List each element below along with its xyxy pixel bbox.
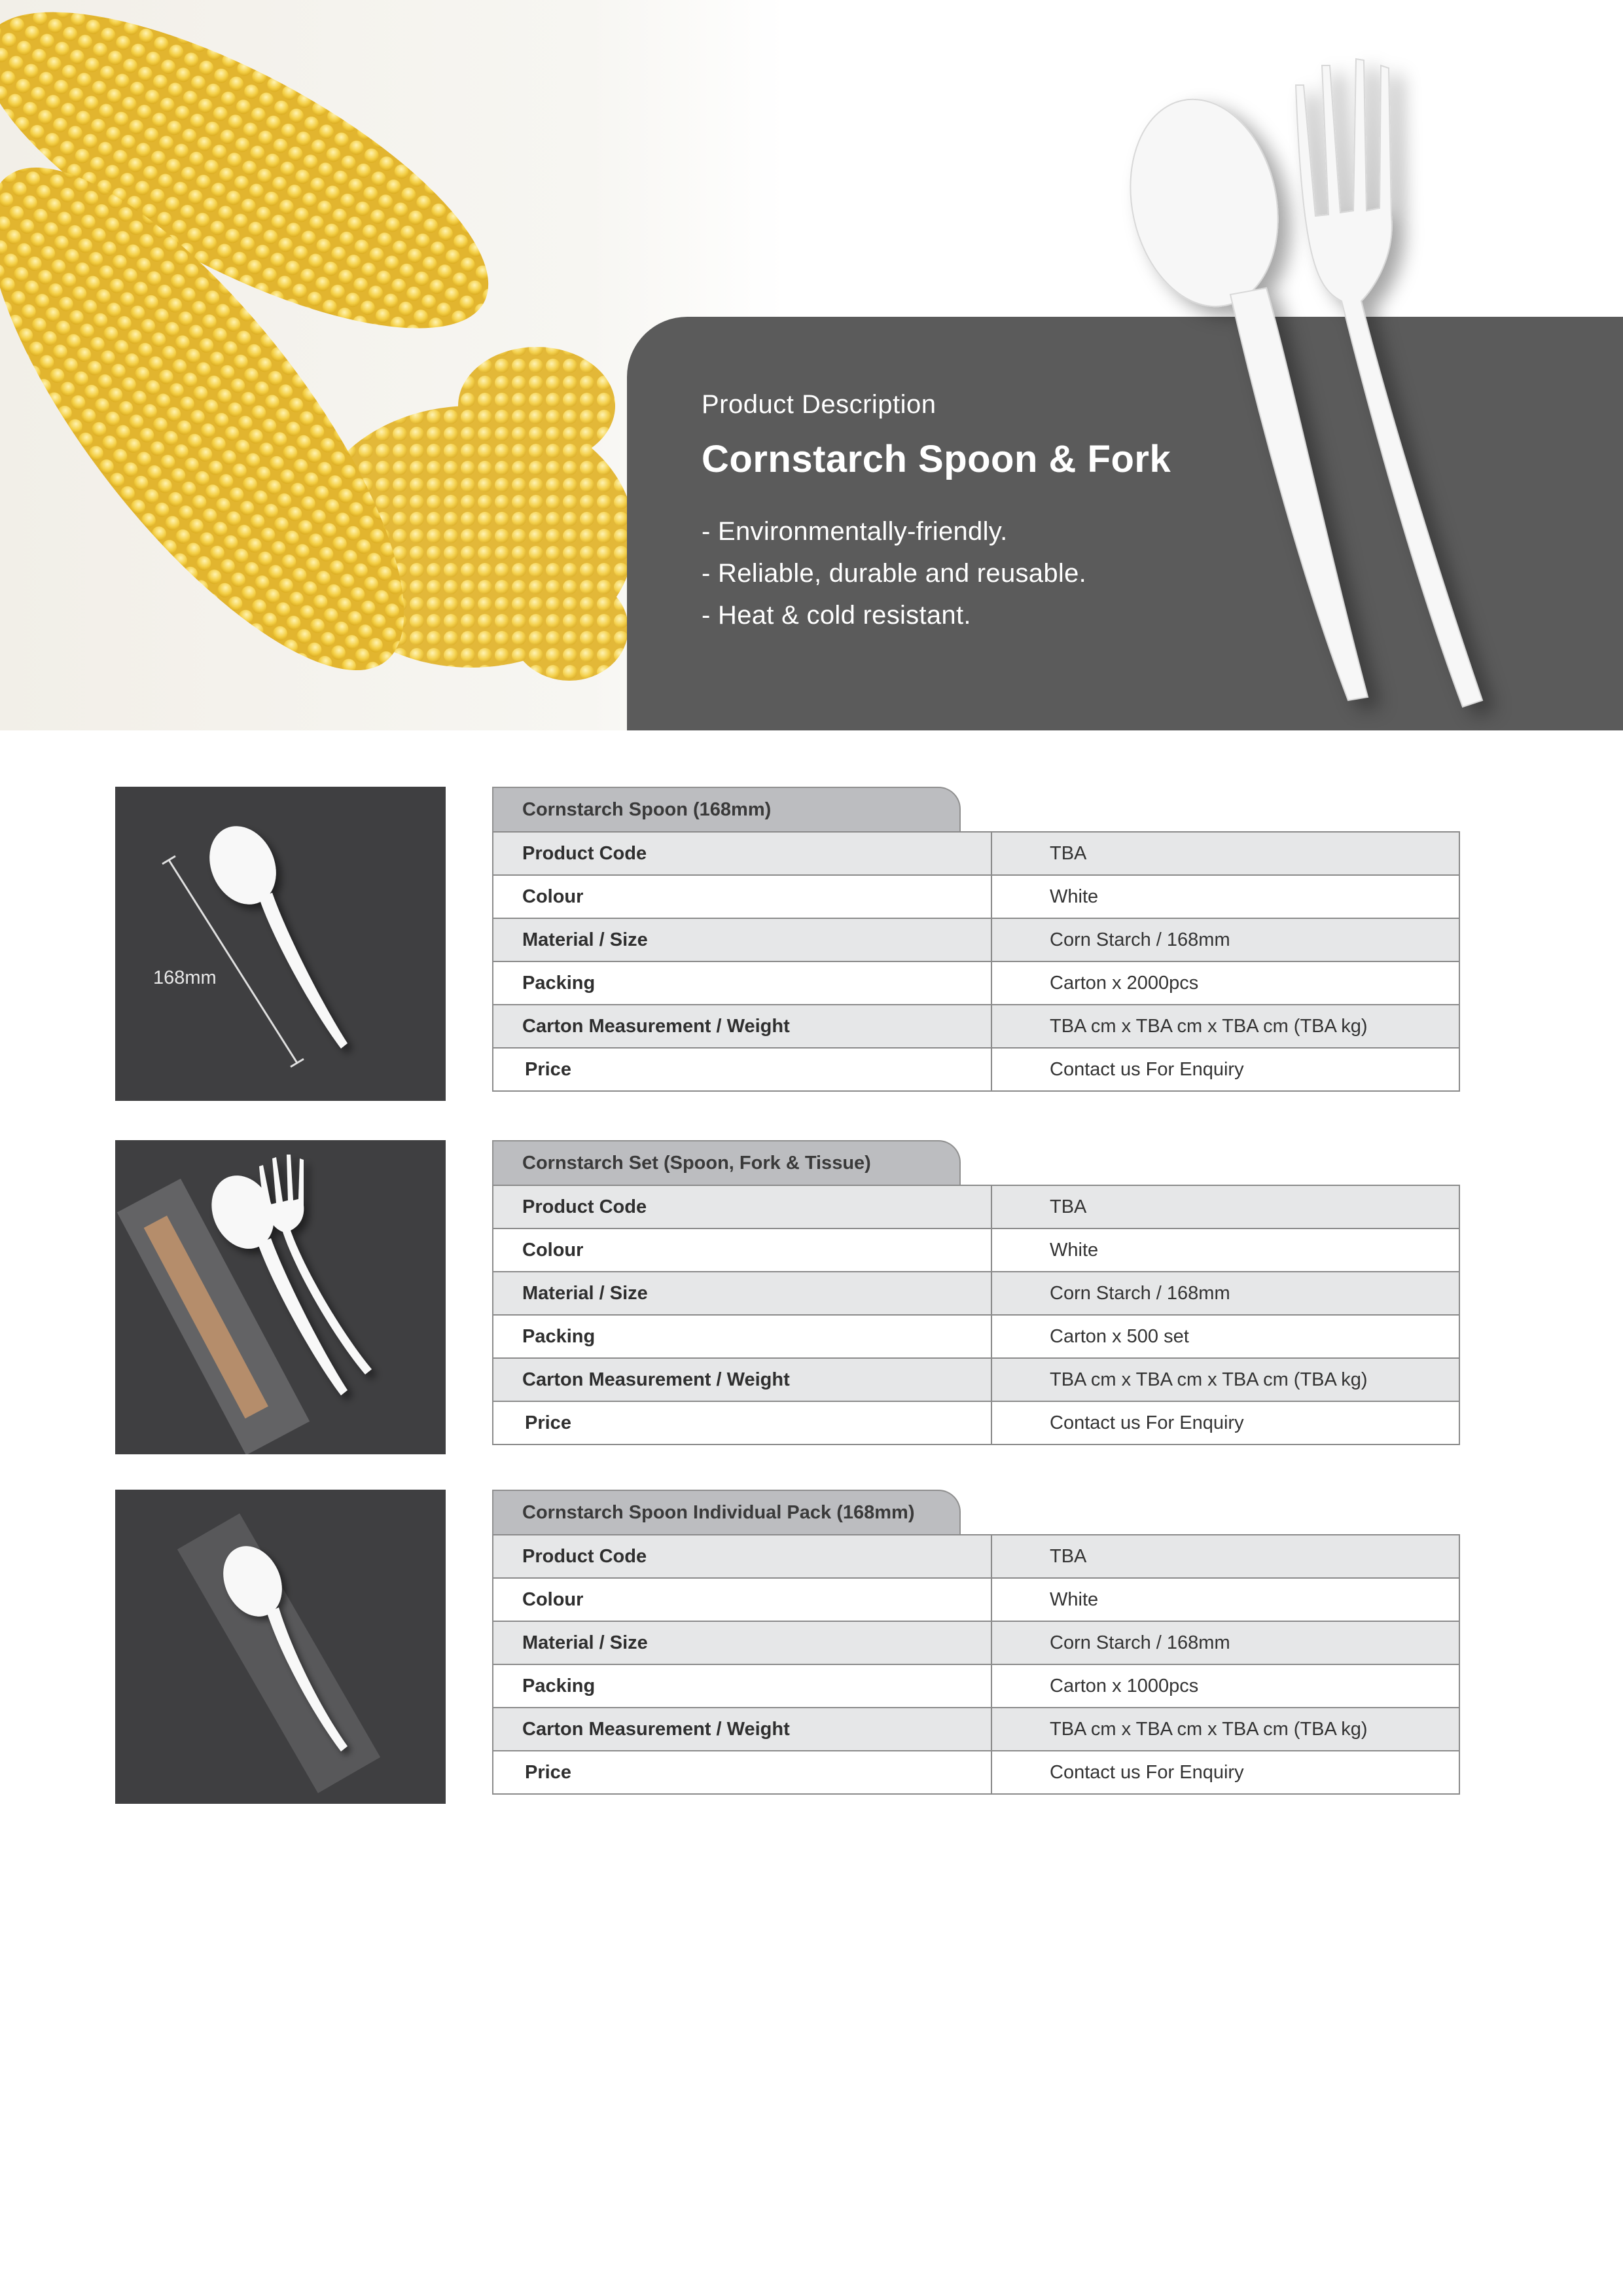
spec-value: Carton x 1000pcs (991, 1664, 1459, 1708)
description-heading: Product Description (702, 390, 936, 419)
spec-label: Carton Measurement / Weight (493, 1708, 991, 1751)
table-row (493, 1048, 1459, 1091)
spec-value: Carton x 2000pcs (991, 961, 1459, 1005)
individual-pack-illustration (115, 1490, 446, 1804)
table-row (493, 961, 1459, 1005)
spec-value: TBA (991, 1185, 1459, 1229)
product-name-tab: Cornstarch Spoon (168mm) (492, 787, 961, 831)
product-image-set (115, 1140, 446, 1454)
spec-table (492, 831, 1460, 1092)
spec-label: Carton Measurement / Weight (493, 1005, 991, 1048)
spec-label: Packing (493, 1664, 991, 1708)
spec-label: Packing (493, 1315, 991, 1358)
spec-label: Material / Size (493, 1621, 991, 1664)
table-row (493, 1272, 1459, 1315)
spec-value: White (991, 1578, 1459, 1621)
table-row (493, 1664, 1459, 1708)
table-row (493, 1621, 1459, 1664)
table-row (493, 1535, 1459, 1578)
set-illustration (115, 1140, 446, 1454)
product-image-individual-pack (115, 1490, 446, 1804)
spoon-fork-illustration (1099, 39, 1544, 730)
table-row (493, 1708, 1459, 1751)
spec-label: Price (493, 1048, 991, 1091)
spec-label: Colour (493, 875, 991, 918)
spec-label: Packing (493, 961, 991, 1005)
feature-item: - Heat & cold resistant. (702, 601, 971, 630)
spec-value: Contact us For Enquiry (991, 1751, 1459, 1794)
spec-label: Price (493, 1751, 991, 1794)
feature-list (702, 511, 1086, 636)
product-image-spoon (115, 787, 446, 1101)
spec-label: Colour (493, 1229, 991, 1272)
spec-value: Contact us For Enquiry (991, 1401, 1459, 1444)
product-name-tab: Cornstarch Set (Spoon, Fork & Tissue) (492, 1140, 961, 1185)
spec-label: Material / Size (493, 918, 991, 961)
table-row (493, 875, 1459, 918)
spec-value: White (991, 1229, 1459, 1272)
table-row (493, 1005, 1459, 1048)
spec-value: Corn Starch / 168mm (991, 1272, 1459, 1315)
spoon-dimension-illustration (115, 787, 446, 1101)
table-row (493, 1229, 1459, 1272)
table-row (493, 918, 1459, 961)
spec-value: TBA cm x TBA cm x TBA cm (TBA kg) (991, 1005, 1459, 1048)
product-name-tab: Cornstarch Spoon Individual Pack (168mm) (492, 1490, 961, 1534)
spec-table (492, 1534, 1460, 1795)
table-row (493, 832, 1459, 875)
spec-value: White (991, 875, 1459, 918)
spec-table-wrapper (492, 787, 1613, 1092)
spec-label: Carton Measurement / Weight (493, 1358, 991, 1401)
feature-item: - Reliable, durable and reusable. (702, 559, 1087, 588)
spec-label: Material / Size (493, 1272, 991, 1315)
table-row (493, 1358, 1459, 1401)
table-row (493, 1751, 1459, 1794)
hero-banner (0, 0, 1623, 730)
spec-value: TBA cm x TBA cm x TBA cm (TBA kg) (991, 1708, 1459, 1751)
feature-item: - Environmentally-friendly. (702, 517, 1008, 546)
spec-label: Product Code (493, 1535, 991, 1578)
spec-value: Corn Starch / 168mm (991, 918, 1459, 961)
spec-value: Corn Starch / 168mm (991, 1621, 1459, 1664)
table-row (493, 1578, 1459, 1621)
table-row (493, 1401, 1459, 1444)
spec-value: Contact us For Enquiry (991, 1048, 1459, 1091)
spec-value: Carton x 500 set (991, 1315, 1459, 1358)
dimension-label: 168mm (153, 967, 217, 988)
spec-value: TBA cm x TBA cm x TBA cm (TBA kg) (991, 1358, 1459, 1401)
spec-label: Product Code (493, 832, 991, 875)
spec-value: TBA (991, 832, 1459, 875)
table-row (493, 1185, 1459, 1229)
spec-value: TBA (991, 1535, 1459, 1578)
spec-table-wrapper (492, 1490, 1613, 1795)
spec-label: Colour (493, 1578, 991, 1621)
product-title: Cornstarch Spoon & Fork (702, 438, 1171, 480)
spec-label: Price (493, 1401, 991, 1444)
spec-table-wrapper (492, 1140, 1613, 1445)
table-row (493, 1315, 1459, 1358)
spec-label: Product Code (493, 1185, 991, 1229)
spec-table (492, 1185, 1460, 1445)
